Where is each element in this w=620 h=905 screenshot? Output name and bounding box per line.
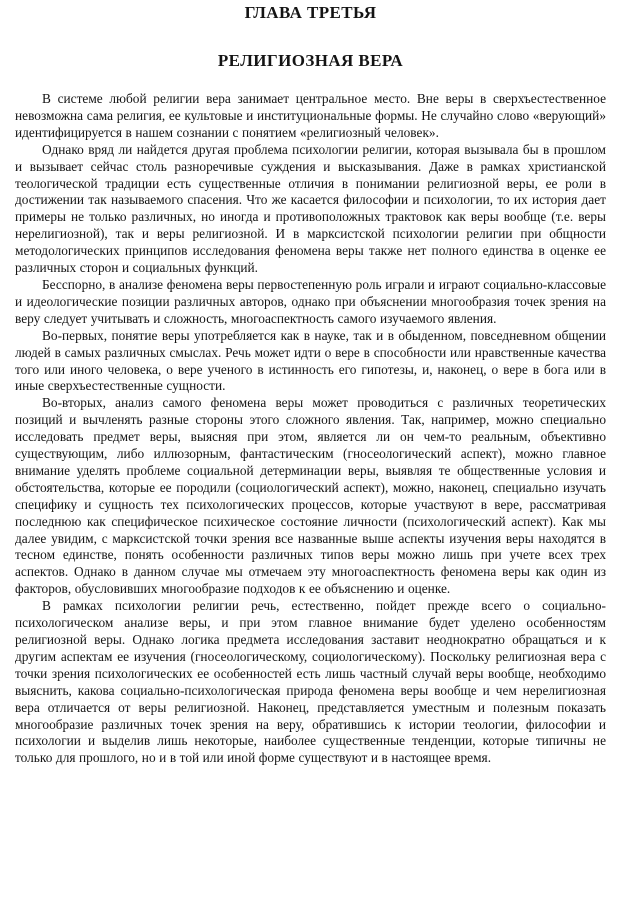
- paragraph: В рамках психологии религии речь, естественно, пойдет прежде всего о социально-психологическом анализе веры, и при этом главное внимание будет уделено особенностям религиозной веры. Однако логика предмета исследования заставит неоднократно обращаться и к другим аспектам ее изучения (гносеологическому, социологическому). Поскольку религиозная вера с точки зрения психологических ее особенностей есть лишь частный случай веры вообще, необходимо выяснить, какова социально-психологическая природа феномена веры вообще и чем нерелигиозная вера отличается от веры религиозной. Наконец, представляется уместным и полезным показать многообразие различных точек зрения на веру, обратившись к истории теологии, философии и психологии и выделив лишь некоторые, наиболее существенные тенденции, которые типичны не только для прошлого, но и в той или иной форме существуют и в настоящее время.: [15, 598, 606, 766]
- paragraph: Бесспорно, в анализе феномена веры первостепенную роль играли и играют социально-классовые и идеологические позиции различных авторов, однако при объяснении многообразия точек зрения на веру следует учитывать и сложность, многоаспектность самого изучаемого явления.: [15, 276, 606, 326]
- body-text: [15, 91, 606, 767]
- chapter-title: ГЛАВА ТРЕТЬЯ: [244, 3, 377, 22]
- section-title: РЕЛИГИОЗНАЯ ВЕРА: [217, 51, 404, 70]
- paragraph: В системе любой религии вера занимает центральное место. Вне веры в сверхъестественное невозможна сама религия, ее культовые и институциональные формы. Не случайно слово «верующий» идентифицируется в нашем сознании с понятием «религиозный человек».: [15, 91, 606, 140]
- paragraph: Во-первых, понятие веры употребляется как в науке, так и в обыденном, повседневном общении людей в самых различных смыслах. Речь может идти о вере в способности или нравственные качества того или иного человека, о вере ученого в истинность его гипотезы, и, наконец, о вере в бога или в иные сверхъестественные сущности.: [15, 327, 606, 394]
- paragraph: Во-вторых, анализ самого феномена веры может проводиться с различных теоретических позиций и вычленять разные стороны этого сложного явления. Так, например, можно специально исследовать предмет веры, выясняя при этом, является ли он чем-то реальным, объективно существующим, либо иллюзорным, фантастическим (гносеологический аспект), можно главное внимание уделять проблеме социальной детерминации веры, выявляя те общественные условия и обстоятельства, которые ее породили (социологический аспект), можно, наконец, специально изучать специфику и сущность тех психологических процессов, которые участвуют в вере, рассматривая последнюю как специфическое психическое состояние личности (психологический аспект). Как мы далее увидим, с марксистской точки зрения все названные выше аспекты изучения веры находятся в тесном единстве, понять особенности различных типов веры можно лишь при учете всех трех аспектов. Однако в данном случае мы отмечаем эту многоаспектность феномена веры как один из факторов, обусловивших многообразие подходов к ее объяснению и оценке.: [15, 395, 606, 597]
- paragraph: Однако вряд ли найдется другая проблема психологии религии, которая вызывала бы в прошлом и вызывает сейчас столь разноречивые суждения и высказывания. Даже в рамках христианской теологической традиции есть существенные отличия в понимании религиозной веры, ее роли в достижении так называемого спасения. Что же касается философии и психологии, то их история дает примеры не только различных, но иногда и противоположных трактовок как веры вообще (т.е. веры нерелигиозной), так и веры религиозной. И в марксистской психологии религии при общности методологических принципов исследования феномена веры также нет полного единства в оценке ее различных сторон и социальных функций.: [15, 141, 606, 276]
